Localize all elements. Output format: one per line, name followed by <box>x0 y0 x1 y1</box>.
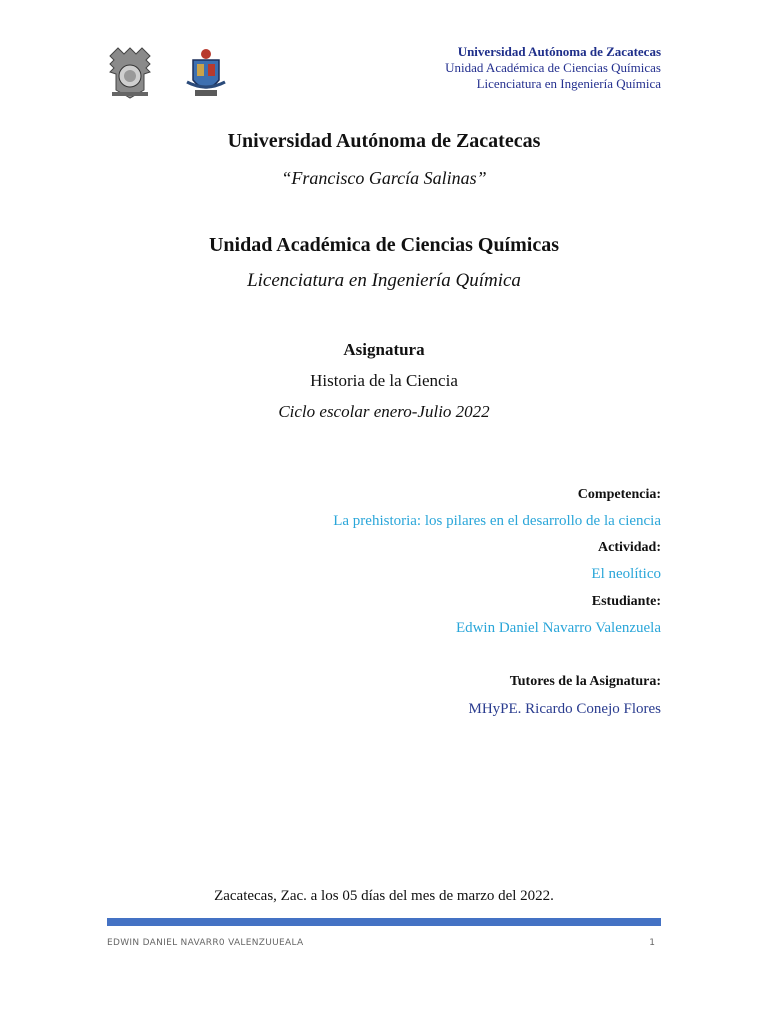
tutor-value: MHyPE. Ricardo Conejo Flores <box>468 701 661 717</box>
page-header <box>445 44 661 92</box>
footer-author: EDWIN DANIEL NAVARR0 VALENZUUEALA <box>107 938 304 948</box>
header-program: Licenciatura en Ingeniería Química <box>476 76 661 91</box>
header-university: Universidad Autónoma de Zacatecas <box>457 44 661 59</box>
subject-name: Historia de la Ciencia <box>310 371 458 390</box>
faculty-crest-icon <box>185 46 227 100</box>
cover-motto: “Francisco García Salinas” <box>281 168 487 188</box>
page-number: 1 <box>649 938 655 948</box>
university-seal-icon <box>106 46 154 100</box>
cover-university: Universidad Autónoma de Zacatecas <box>227 130 541 152</box>
estudiante-value: Edwin Daniel Navarro Valenzuela <box>455 620 661 636</box>
footer-divider <box>107 918 661 926</box>
competencia-label: Competencia: <box>577 487 661 502</box>
cover-program: Licenciatura en Ingeniería Química <box>247 270 521 291</box>
actividad-value: El neolítico <box>591 566 661 582</box>
header-unit: Unidad Académica de Ciencias Químicas <box>445 60 661 75</box>
place-date: Zacatecas, Zac. a los 05 días del mes de marzo del 2022. <box>214 888 554 904</box>
actividad-label: Actividad: <box>598 540 661 555</box>
competencia-value: La prehistoria: los pilares en el desarrollo de la ciencia <box>333 513 661 529</box>
subject-label: Asignatura <box>343 340 425 359</box>
tutores-label: Tutores de la Asignatura: <box>509 674 661 689</box>
estudiante-label: Estudiante: <box>591 594 661 609</box>
cover-unit: Unidad Académica de Ciencias Químicas <box>208 234 559 256</box>
school-cycle: Ciclo escolar enero-Julio 2022 <box>278 402 490 421</box>
